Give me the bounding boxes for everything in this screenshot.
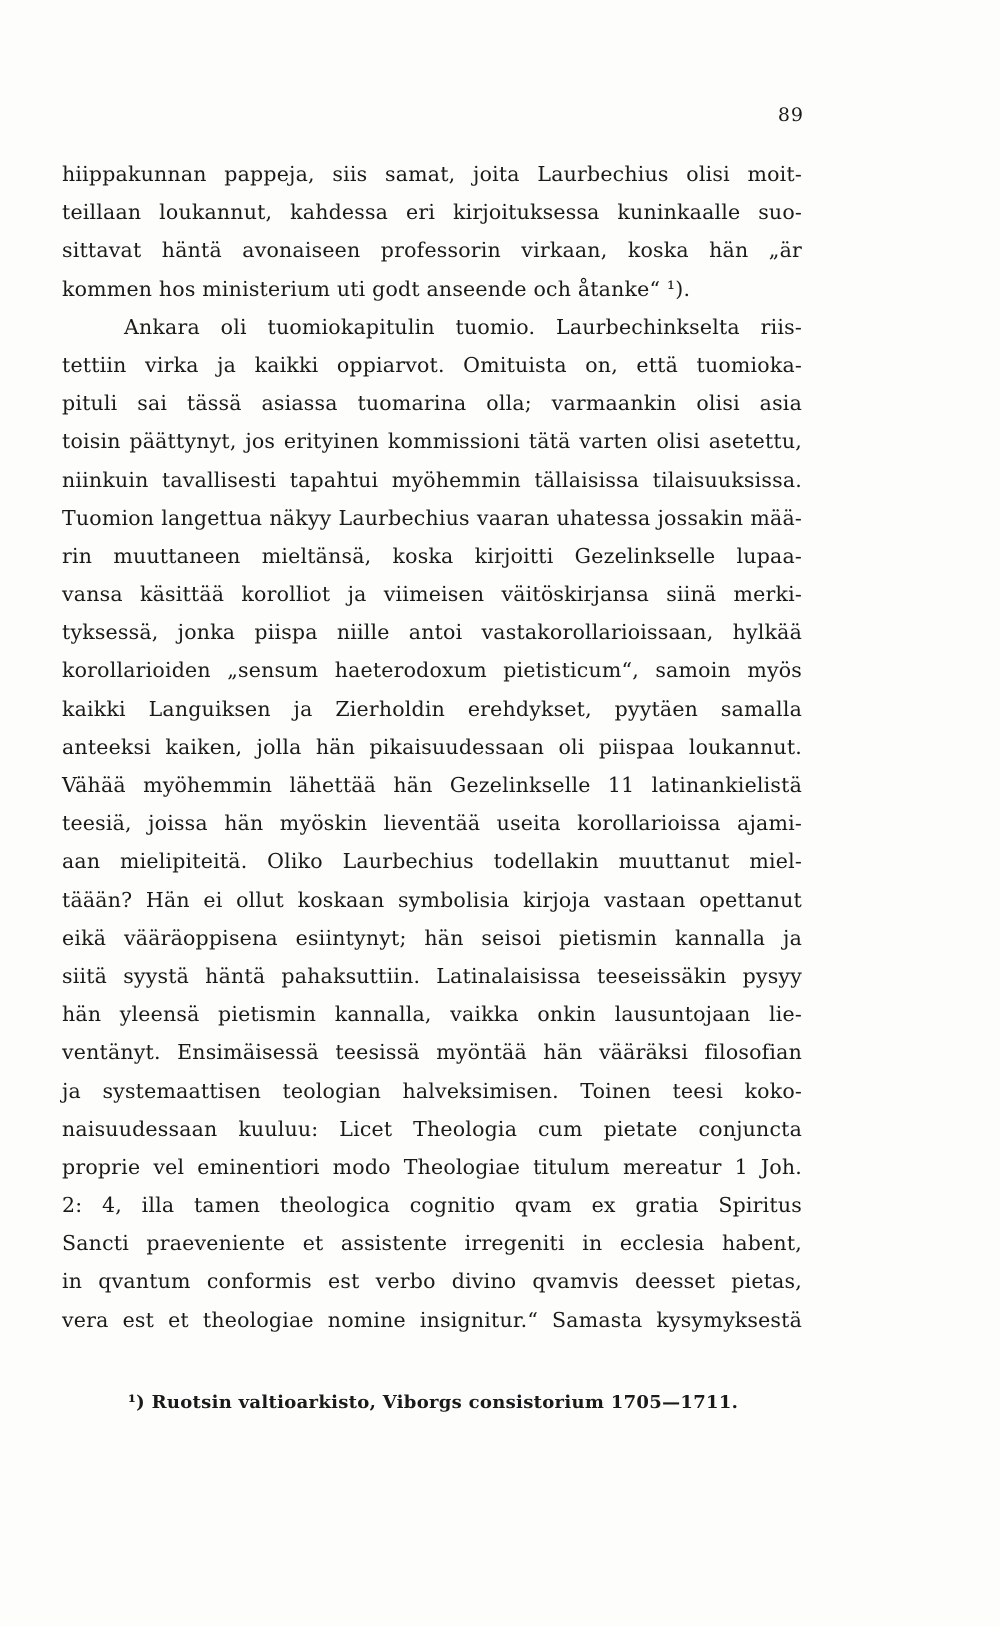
text-line: kommen hos ministerium uti godt anseende och åtanke“ ¹). [62,276,691,301]
text-line: aan mielipiteitä. Oliko Laurbechius todellakin muuttanut miel- [62,849,802,874]
text-line: kaikki Languiksen ja Zierholdin erehdykset, pyytäen samalla [62,696,802,721]
text-line: 2: 4, illa tamen theologica cognitio qvam ex gratia Spiritus [62,1193,802,1218]
text-line: siitä syystä häntä pahaksuttiin. Latinalaisissa teeseissäkin pysyy [62,963,802,988]
text-line: Ankara oli tuomiokapitulin tuomio. Laurbechinkselta riis- [124,314,802,339]
text-line: eikä vääräoppisena esiintynyt; hän seisoi pietismin kannalla ja [62,925,802,950]
text-line: sittavat häntä avonaiseen professorin virkaan, koska hän „är [62,238,802,263]
text-line: niinkuin tavallisesti tapahtui myöhemmin tällaisissa tilaisuuksissa. [62,467,802,492]
text-line: rin muuttaneen mieltänsä, koska kirjoitti Gezelinkselle lupaa- [62,543,802,568]
text-line: tyksessä, jonka piispa niille antoi vastakorollarioissaan, hylkää [62,620,802,645]
page-number: 89 [777,104,804,126]
text-line: Tuomion langettua näkyy Laurbechius vaaran uhatessa jossakin mää- [62,505,802,530]
body-text [62,155,802,1339]
text-line: hän yleensä pietismin kannalla, vaikka onkin lausuntojaan lie- [62,1002,802,1027]
text-line: vansa käsittää korolliot ja viimeisen väitöskirjansa siinä merki- [62,582,802,607]
text-line: toisin päättynyt, jos erityinen kommissioni tätä varten olisi asetettu, [62,429,802,454]
text-line: anteeksi kaiken, jolla hän pikaisuudessaan oli piispaa loukannut. [62,734,802,759]
text-line: korollarioiden „sensum haeterodoxum pietisticum“, samoin myös [62,658,802,683]
footnote: ¹) Ruotsin valtioarkisto, Viborgs consistorium 1705—1711. [128,1392,739,1413]
text-line: täään? Hän ei ollut koskaan symbolisia kirjoja vastaan opettanut [62,887,802,912]
text-line: teillaan loukannut, kahdessa eri kirjoituksessa kuninkaalle suo- [62,200,802,225]
text-line: proprie vel eminentiori modo Theologiae titulum mereatur 1 Joh. [62,1154,802,1179]
text-line: naisuudessaan kuuluu: Licet Theologia cum pietate conjuncta [62,1116,802,1141]
text-line: Sancti praeveniente et assistente irregeniti in ecclesia habent, [62,1231,802,1256]
text-line: ja systemaattisen teologian halveksimisen. Toinen teesi koko- [62,1078,802,1103]
text-line: Vähää myöhemmin lähettää hän Gezelinkselle 11 latinankielistä [62,773,802,797]
text-line: teesiä, joissa hän myöskin lieventää useita korollarioissa ajami- [62,811,802,836]
text-line: hiippakunnan pappeja, siis samat, joita Laurbechius olisi moit- [62,162,802,186]
text-line: ventänyt. Ensimäisessä teesissä myöntää hän vääräksi filosofian [62,1040,802,1065]
text-line: in qvantum conformis est verbo divino qvamvis deesset pietas, [62,1269,802,1294]
text-line: pituli sai tässä asiassa tuomarina olla; varmaankin olisi asia [62,391,802,416]
text-line: vera est et theologiae nomine insignitur.“ Samasta kysymyksestä [62,1307,802,1332]
text-line: tettiin virka ja kaikki oppiarvot. Omituista on, että tuomioka- [62,352,802,377]
